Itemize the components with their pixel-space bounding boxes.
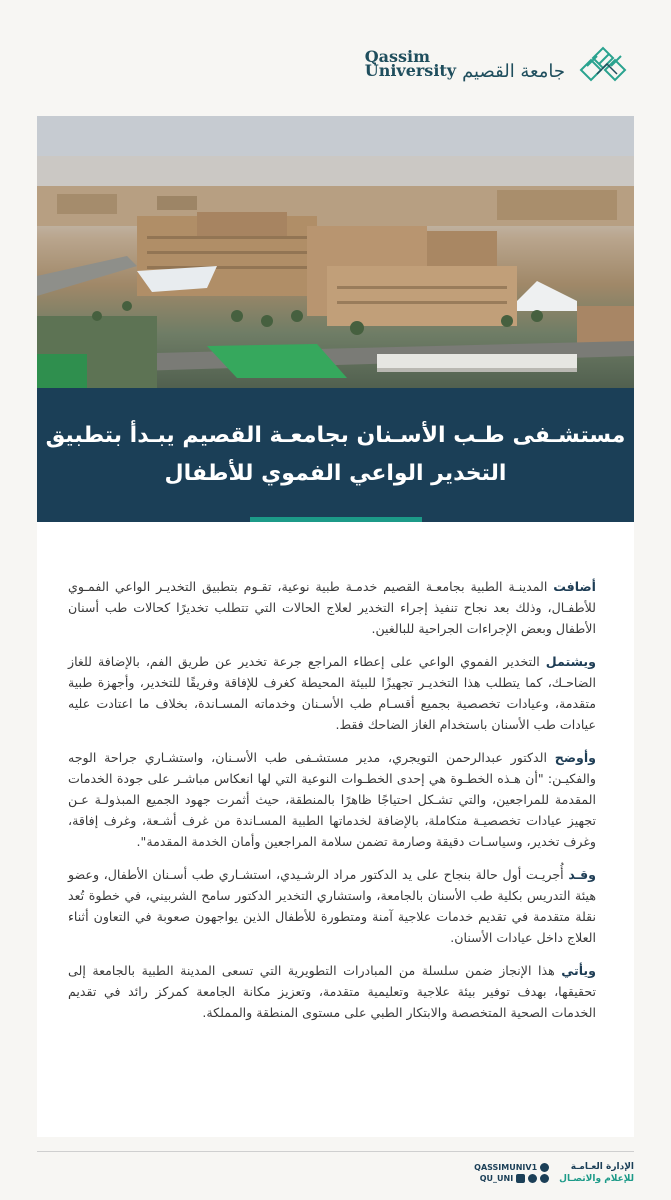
logo-english bbox=[364, 47, 457, 80]
paragraph-text: هذا الإنجاز ضمن سلسلة من المبادرات التطويرية التي تسعى المدينة الطبية بالجامعة إلى تحقيقها، بهدف توفير بيئة علاجية وتعليمية متقدمة، وتعزيز مكانة الجامعة كمركز رائد في تقديم الخدمات الصحية المتخصصة والابتكار الطبي على مستوى المنطقة والمملكة. bbox=[68, 963, 596, 1020]
paragraph-lead: ويأتي bbox=[561, 963, 596, 978]
dept-line-1: الإدارة العـامـة bbox=[570, 1162, 634, 1172]
social-handle-1: QASSIMUNIV1 bbox=[474, 1163, 538, 1172]
paragraph-text: أُجريـت أول حالة بنجاح على يد الدكتور مراد الرشـيدي، استشـاري طب أسـنان الأطفال، وعضو هيئة التدريس بكلية طب الأسنان بالجامعة، واستشاري التخدير الدكتور سامح الشربيني، في خطوة تُعد نقلة متقدمة في تقديم خدمات علاجية آمنة ومتطورة للأطفال الذين يواجهون صعوبة في التعاون أثناء العلاج داخل عيادات الأسنان. bbox=[68, 867, 596, 945]
paragraph-lead: ويشتمل bbox=[545, 654, 596, 669]
social-row-1[interactable] bbox=[474, 1163, 549, 1172]
social-handle-2: QU_UNI bbox=[479, 1174, 514, 1183]
twitter-icon bbox=[540, 1163, 549, 1172]
dept-line-2: للإعلام والاتصـال bbox=[559, 1174, 634, 1184]
paragraph-4 bbox=[68, 864, 596, 948]
department-name bbox=[559, 1161, 634, 1185]
logo-lattice-icon bbox=[571, 40, 633, 88]
social-row-2[interactable] bbox=[480, 1174, 549, 1183]
footer bbox=[37, 1158, 634, 1188]
paragraph-lead: وقـد bbox=[568, 867, 596, 882]
paragraph-lead: وأوضح bbox=[554, 750, 596, 765]
snapchat-icon bbox=[540, 1174, 549, 1183]
title-line-1: مستشـفى طـب الأسـنان بجامعـة القصيم يبـدأ بتطبيق bbox=[45, 423, 626, 448]
paragraph-1 bbox=[68, 576, 596, 639]
logo-arabic: جامعة القصيم bbox=[462, 60, 565, 82]
paragraph-lead: أضافت bbox=[553, 579, 596, 594]
paragraph-2 bbox=[68, 651, 596, 735]
paragraph-text: المدينـة الطبية بجامعـة القصيم خدمـة طبية نوعية، تقـوم بتطبيق التخديـر الواعي الفمـوي للأطفـال، وذلك بعد نجاح تنفيذ إجراء التخدير لعلاج الحالات التي تتطلب تخديرًا كحالات طب أسنان الأطفال وبعض الإجراءات الجراحية للبالغين. bbox=[68, 579, 596, 636]
paragraph-5 bbox=[68, 960, 596, 1023]
logo-en-line1: Qassim bbox=[364, 47, 431, 66]
instagram-icon bbox=[516, 1174, 525, 1183]
social-handles bbox=[474, 1163, 549, 1183]
footer-divider bbox=[37, 1151, 634, 1152]
logo-en-line2: University bbox=[364, 61, 457, 80]
paragraph-text: الدكتور عبدالرحمن التويجري، مدير مستشـفى طب الأسـنان، واستشـاري جراحة الوجه والفكيـن: "أن هـذه الخطـوة هي إحدى الخطـوات النوعية التي لها انعكاس مباشـر على جودة الخدمات المقدمة للمراجعين، والتي تشـكل احتياجًا ظاهرًا بالمنطقة، حيث أثمرت جهود الجميع المبذولـة عـن تجهيز عيادات تخصصيـة متكاملة، بالإضافة لخدماتها الطبية المسـاندة من غرف أشـعة، وغرف إفاقة، وغرف تخدير، وسياسـات دقيقة وصارمة تضمن سلامة المراجعين وأمان الخدمة المقدمة". bbox=[68, 750, 596, 849]
hero-image bbox=[37, 116, 634, 388]
paragraph-3 bbox=[68, 747, 596, 852]
university-logo bbox=[365, 40, 633, 88]
title-line-2: التخدير الواعي الفموي للأطفال bbox=[164, 461, 507, 486]
campus-photo-icon bbox=[37, 116, 634, 388]
article-body bbox=[68, 576, 596, 1035]
title-banner bbox=[37, 388, 634, 522]
youtube-icon bbox=[528, 1174, 537, 1183]
paragraph-text: التخدير الفموي الواعي على إعطاء المراجع جرعة تخدير عن طريق الفم، بالإضافة للغاز الضاحـك، كما يتطلب هذا التخديـر تجهيزًا للبيئة المحيطة كغرف للإفاقة وفريقًا للتخدير، وأجهزة طبية متقدمة، وعيادات تخصصية بجميع أقسـام طب الأسـنان وخدماته المسـاندة، بخلاف ما اعتادت عليه عيادات طب الأسنان باستخدام الغاز الضاحك فقط. bbox=[68, 654, 596, 732]
